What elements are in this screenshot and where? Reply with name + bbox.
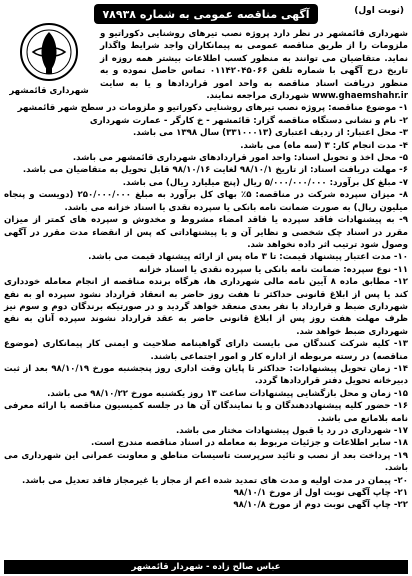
- notice-item-18: ۱۸- سایر اطلاعات و جزئیات مربوط به معامله در اسناد مناقصه مندرج است.: [90, 438, 408, 449]
- notice-item-20: ۲۰- پیمان در مدت اولیه و مدت های تمدید شده اعم از مجاز یا غیرمجاز فاقد تعدیل می باشد.: [22, 475, 408, 486]
- notice-item-6: ۶- مهلت دریافت اسناد: از تاریخ ۹۸/۱۰/۱ لغایت ۹۸/۱۰/۱۶ قابل تحویل به متقاضیان می باشد.: [22, 165, 408, 176]
- notice-item-3: ۳- محل اعتبار: از ردیف اعتباری (۳۳۱۰۰۰۱۳) سال ۱۳۹۸ می باشد.: [132, 128, 408, 139]
- notice-item-11: ۱۱- نوع سپرده: ضمانت نامه بانکی یا سپرده نقدی یا اسناد خزانه: [138, 264, 408, 275]
- municipality-emblem-icon: [19, 22, 79, 82]
- notice-item-14: ۱۴- زمان تحویل پیشنهادات: حداکثر تا پایان وقت اداری روز پنجشنبه مورخ ۹۸/۱۰/۱۹ بعد از ثبت دبیرخانه تحویل دفتر قراردادها گردد.: [4, 363, 408, 387]
- notice-item-22: ۲۲- چاپ آگهی نوبت دوم از مورخ ۹۸/۱۰/۸: [233, 500, 408, 511]
- notice-item-15: ۱۵- زمان و محل بازگشایی پیشنهادات ساعت ۱۳ روز یکشنبه مورخ ۹۸/۱۰/۲۲ می باشد.: [47, 388, 408, 399]
- notice-item-5: ۵- محل اخذ و تحویل اسناد: واحد امور قراردادهای شهرداری قائمشهر می باشد.: [72, 153, 408, 164]
- notice-intro: شهرداری قائمشهر در نظر دارد پروژه نصب تیرهای روشنایی دکوراتیو و ملزومات را از طریق مناقصه عمومی به پیمانکاران واجد شرایط واگذار نماید. متقاضیان می توانند به منظور کسب اطلاعات بیشتر همه روزه از تاریخ درج آگهی با شماره تلفن ۰۱۱۴۲۰۴۵۰۶۶ تماس حاصل نموده و به منظور دریافت اسناد مناقصه به واحد امور قراردادها و یا به سایت www.ghaemshahr.ir شهرداری مراجعه نمایند.: [100, 29, 408, 102]
- notice-item-4: ۴- مدت انجام کار: ۳ (سه ماه) می باشد.: [240, 140, 408, 151]
- notice-item-16: ۱۶- حضور کلیه پیشنهاددهندگان و یا نمایندگان آن ها در جلسه کمیسیون مناقصه با ارائه معرفی نامه بلامانع می باشد.: [4, 401, 408, 424]
- notice-item-1: ۱- موضوع مناقصه: پروژه نصب تیرهای روشنایی دکوراتیو و ملزومات در سطح شهر قائمشهر: [17, 103, 408, 114]
- notice-item-9: ۹- به پیشنهادات فاقد سپرده یا فاقد امضاء مشروط و مخدوش و سپرده های کمتر از میزان مقرر در اسناد چک شخصی و نظایر آن و یا پیشنهاداتی که پس از انقضاء مدت مقرر در آگهی وصول شود ترتیب اثر داده نخواهد شد.: [4, 215, 408, 250]
- notice-item-19: ۱۹- پرداخت بعد از نصب و تائید سرپرست تاسیسات مناطق و معاونت عمرانی این شهرداری می باشد.: [4, 450, 408, 474]
- notice-item-13: ۱۳- کلیه شرکت کنندگان می بایست دارای گواهینامه صلاحیت و ایمنی کار پیمانکاری (موضوع مناقصه) در رسته مربوطه از اداره کار و امور اجتماعی باشند.: [4, 339, 408, 362]
- notice-item-8: ۸- میزان سپرده شرکت در مناقصه: ۵٪ بهای کل برآورد به مبلغ ۲۵۰/۰۰۰/۰۰۰ (دویست و پنجاه میلیون ریال) به صورت ضمانت نامه بانکی یا سپرده نقدی یا اسناد خزانه می باشد.: [4, 190, 408, 213]
- notice-item-21: ۲۱- چاپ آگهی نوبت اول از مورخ ۹۸/۱۰/۱: [233, 488, 408, 499]
- notice-item-12: ۱۲- مطابق ماده ۸ آیین نامه مالی شهرداری ها، هرگاه برنده مناقصه از انجام معامله خودداری کند یا پس از ابلاغ قانونی حداکثر تا هفت روز حاضر به انعقاد قرارداد نشود سپرده او به نفع شهرداری ضبط و قرارداد با نفر بعدی منعقد خواهد گردید و در صورتیکه برندگان دوم و سوم نیز ظرف مهلت هفت روز پس از ابلاغ قانونی حاضر به عقد قرارداد نشوند سپرده آنان به نفع شهرداری ضبط خواهد شد.: [4, 277, 408, 337]
- municipality-logo: [6, 22, 92, 114]
- notice-item-7: ۷- مبلغ کل برآورد: ۵/۰۰۰/۰۰۰/۰۰۰ ریال (پنج میلیارد ریال) می باشد.: [122, 177, 408, 188]
- notice-title: آگهی مناقصه عمومی به شماره ۷۸۹۳۸: [94, 4, 318, 24]
- notice-item-2: ۲- نام و نشانی دستگاه مناقصه گزار: قائمشهر - خ کارگر - عمارت شهرداری: [89, 115, 408, 126]
- notice-item-10: ۱۰- مدت اعتبار پیشنهاد قیمت: تا ۳ ماه پس از ارائه پیشنهاد قیمت می باشد.: [88, 252, 408, 263]
- mayor-signature: عباس صالح زاده - شهردار قائمشهر: [4, 560, 408, 574]
- logo-caption: شهرداری قائمشهر: [9, 86, 89, 96]
- round-label: (نوبت اول): [354, 6, 404, 16]
- notice-item-17: ۱۷- شهرداری در رد یا قبول پیشنهادات مختار می باشد.: [175, 426, 408, 436]
